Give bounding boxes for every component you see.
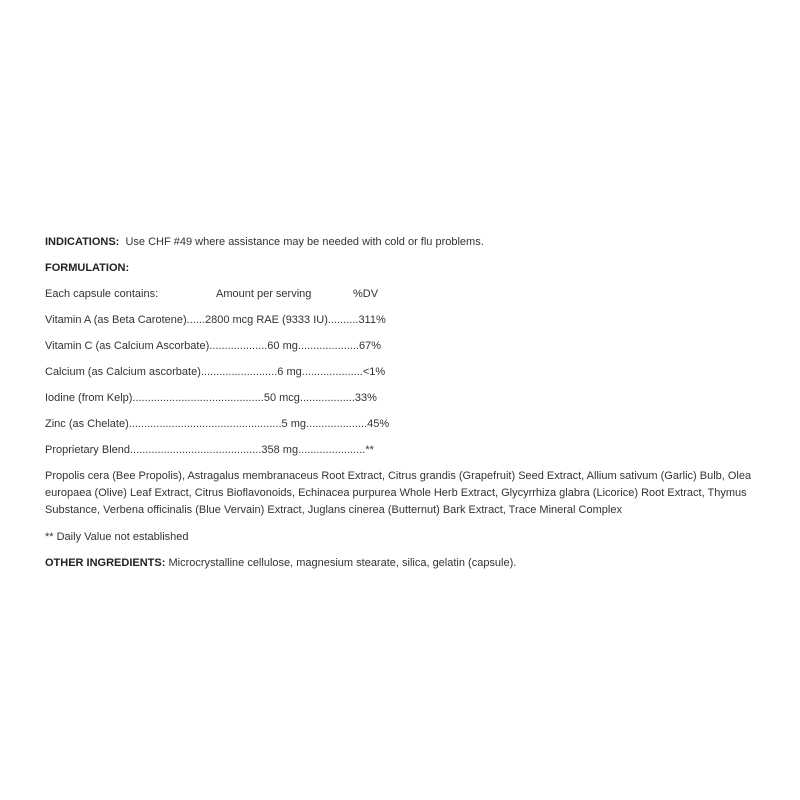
indications-label: INDICATIONS: bbox=[45, 236, 120, 248]
ingredient-row-vitamin-c: Vitamin C (as Calcium Ascorbate)...................60 mg....................67% bbox=[45, 340, 382, 352]
daily-value-note: ** Daily Value not established bbox=[45, 531, 189, 543]
indications-text: Use CHF #49 where assistance may be needed with cold or flu problems. bbox=[125, 236, 484, 248]
ingredient-row-zinc: Zinc (as Chelate)..................................................5 mg....................45% bbox=[45, 418, 390, 430]
formulation-label: FORMULATION: bbox=[45, 262, 130, 274]
other-ingredients-text: Microcrystalline cellulose, magnesium stearate, silica, gelatin (capsule). bbox=[168, 557, 517, 569]
proprietary-blend-description: Propolis cera (Bee Propolis), Astragalus membranaceus Root Extract, Citrus grandis (Grapefruit) Seed Extract, Allium sativum (Garlic) Bulb, Olea europaea (Olive) Leaf Extract, Citrus Bioflavonoids, Echinacea purpurea Whole Herb Extract, Glycyrrhiza glabra (Licorice) Root Extract, Thymus Substance, Verbena officinalis (Blue Vervain) Extract, Juglans cinerea (Butternut) Bark Extract, Trace Mineral Complex bbox=[45, 470, 752, 516]
header-daily-value: %DV bbox=[353, 288, 379, 300]
ingredient-row-proprietary-blend: Proprietary Blend...........................................358 mg......................** bbox=[45, 444, 374, 456]
ingredient-row-iodine: Iodine (from Kelp)...........................................50 mcg..................33% bbox=[45, 392, 377, 404]
header-amount-per-serving: Amount per serving bbox=[216, 288, 312, 300]
other-ingredients-label: OTHER INGREDIENTS: bbox=[45, 557, 166, 569]
formulation-heading bbox=[45, 260, 765, 276]
supplement-table-header bbox=[45, 286, 765, 302]
ingredient-row-vitamin-a: Vitamin A (as Beta Carotene)......2800 mcg RAE (9333 IU)..........311% bbox=[45, 314, 386, 326]
product-label-text bbox=[45, 234, 765, 571]
header-each-capsule: Each capsule contains: bbox=[45, 288, 159, 300]
indications-line bbox=[45, 234, 765, 250]
other-ingredients-line bbox=[45, 555, 765, 571]
ingredient-row-calcium: Calcium (as Calcium ascorbate).........................6 mg....................<1% bbox=[45, 366, 386, 378]
